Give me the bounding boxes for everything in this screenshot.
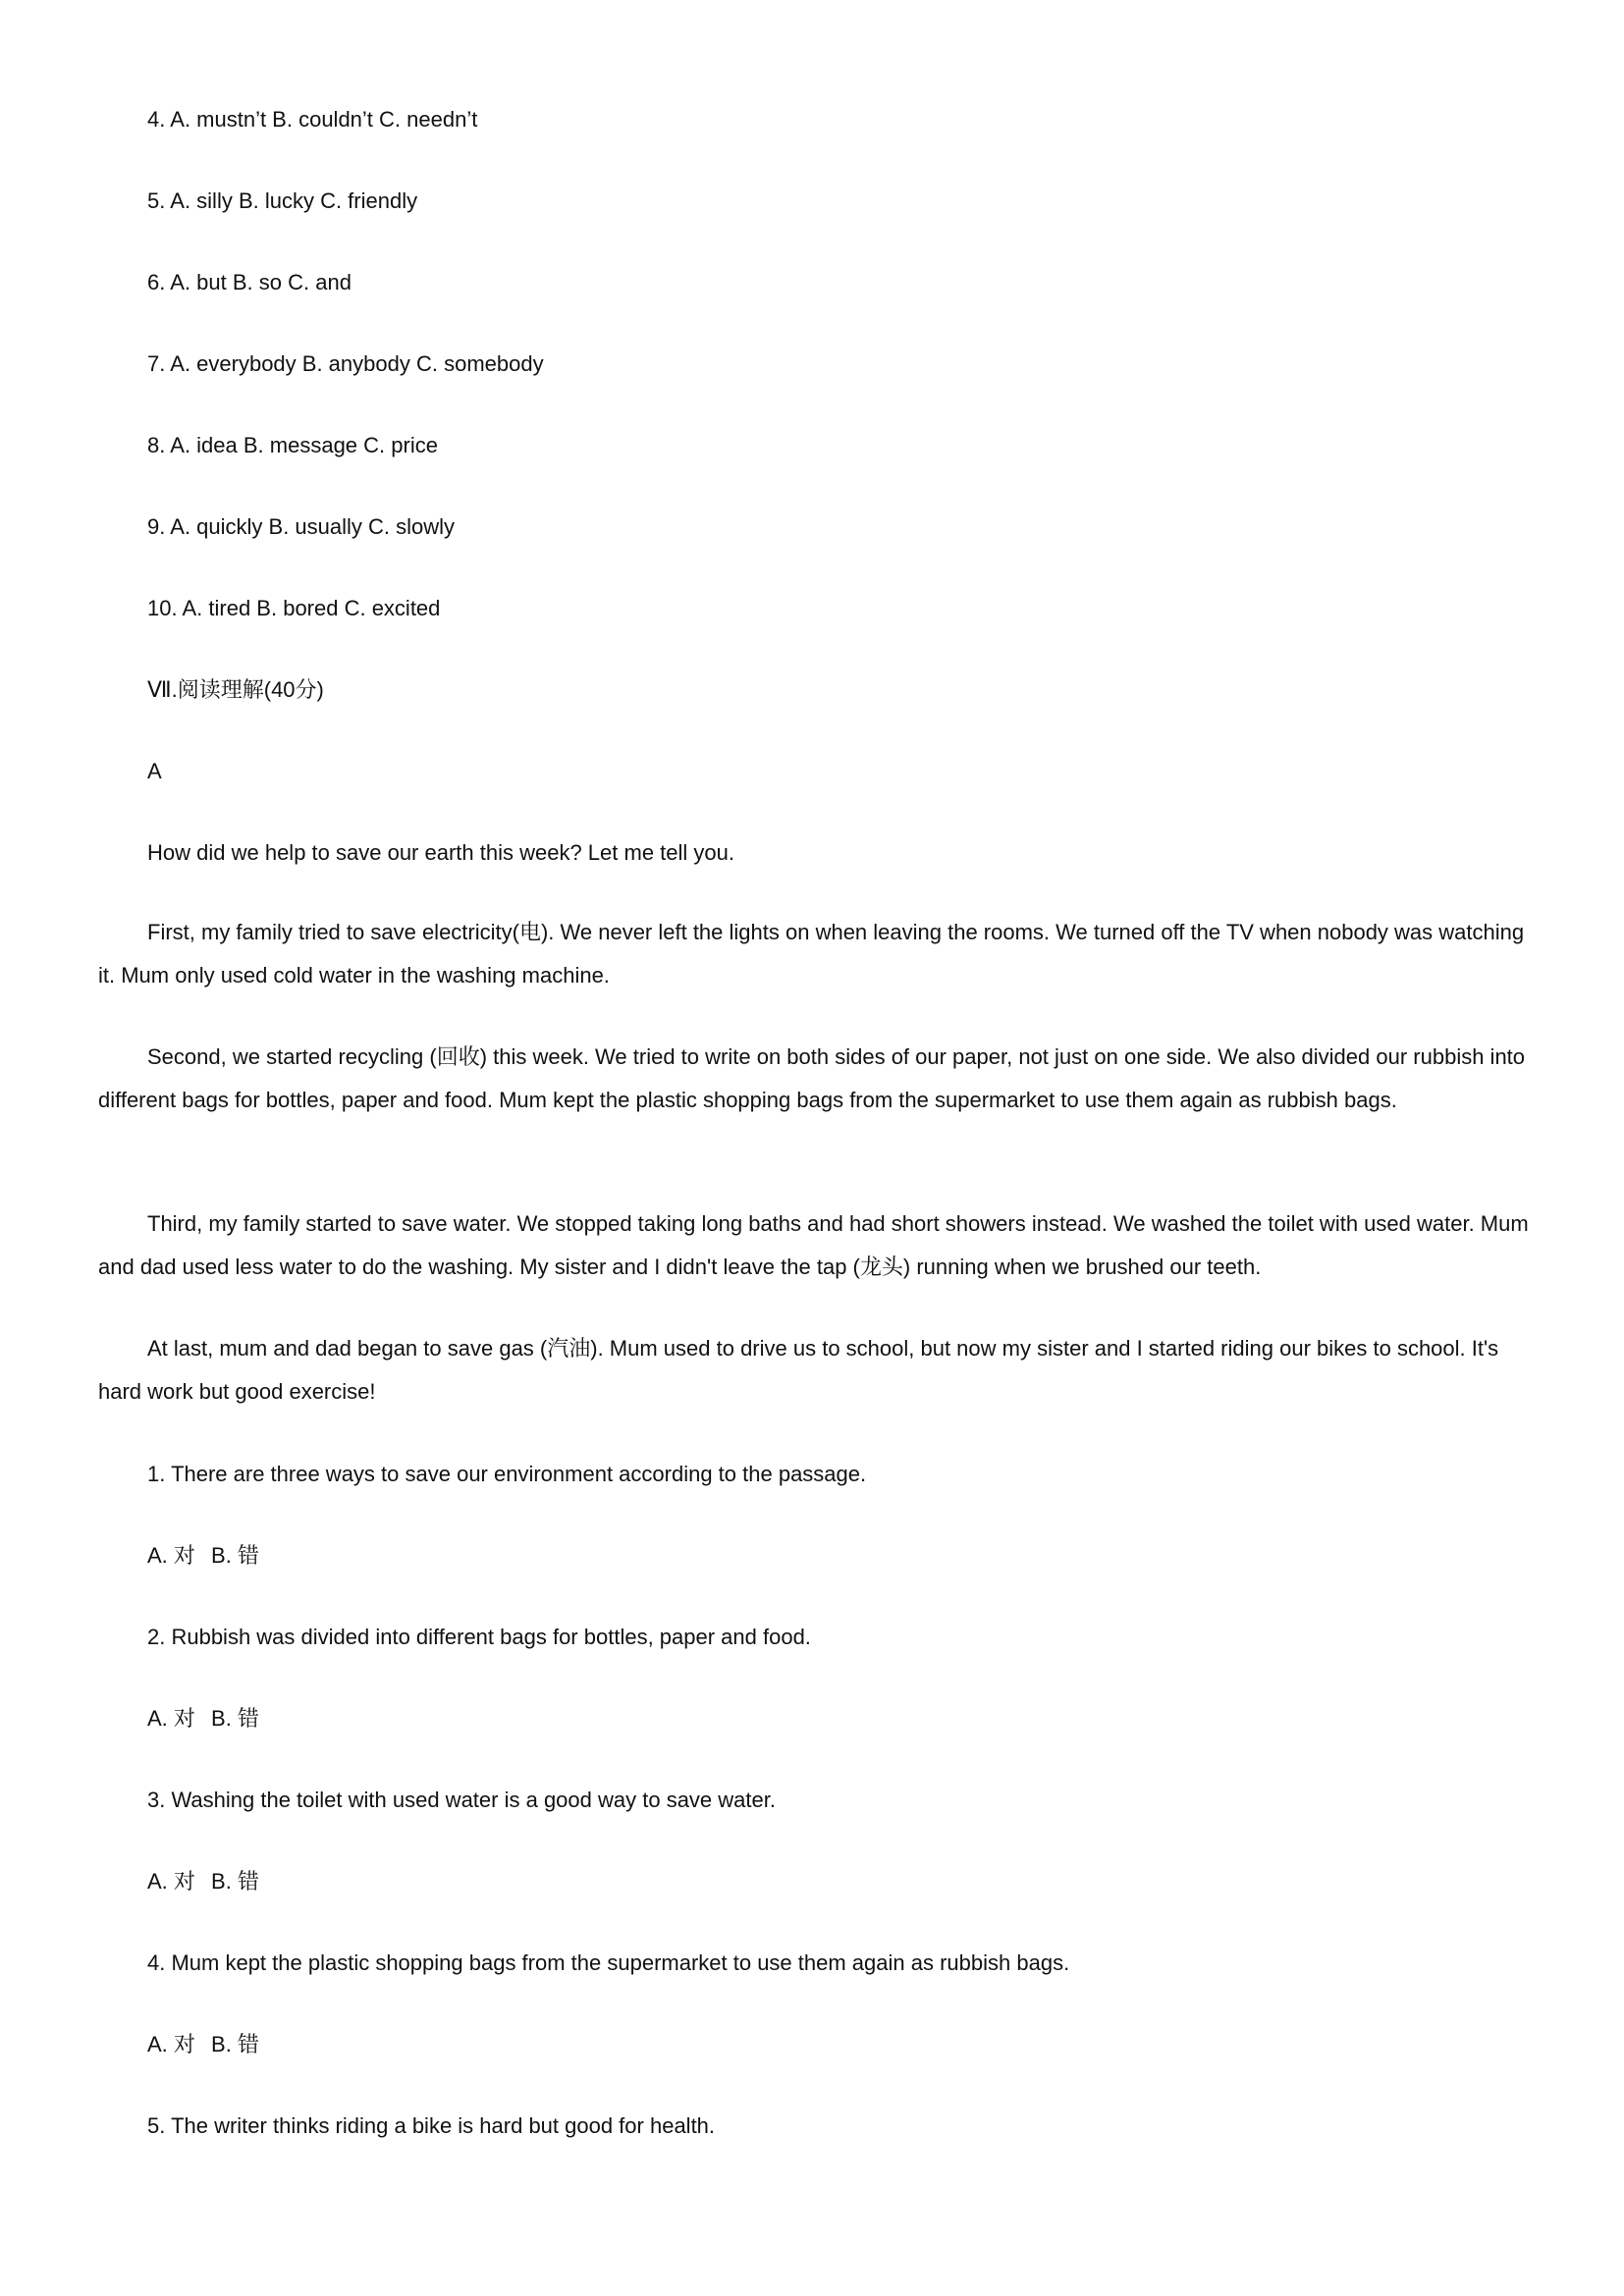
option-number: 5. (147, 188, 166, 213)
question-options (147, 2033, 259, 2056)
passage-paragraph: First, my family tried to save electricity(电). We never left the lights on when leaving the rooms. We turned off the TV when nobody was watching it. Mum only used cold water in the washing machine. (98, 920, 1525, 988)
cloze-option-line (147, 597, 440, 620)
part-label: A (147, 759, 162, 783)
option-a: A. 对 (147, 1543, 195, 1568)
cloze-option-line (147, 189, 417, 213)
option-number: 7. (147, 351, 166, 376)
option-number: 9. (147, 514, 166, 539)
passage-intro: How did we help to save our earth this week? Let me tell you. (147, 840, 734, 865)
passage-paragraph: At last, mum and dad began to save gas (汽油). Mum used to drive us to school, but now my sister and I started riding our bikes to school. It's hard work but good exercise! (98, 1336, 1499, 1404)
question-text: 5. The writer thinks riding a bike is hard but good for health. (147, 2113, 716, 2138)
passage-paragraph: Third, my family started to save water. We stopped taking long baths and had short showers instead. We washed the toilet with used water. Mum and dad used less water to do the washing. My sister and I didn't leave the tap (龙头) running when we brushed our teeth. (98, 1211, 1529, 1279)
option-choices: A. idea B. message C. price (170, 433, 438, 457)
option-b: B. 错 (211, 1543, 259, 1568)
option-a: A. 对 (147, 2032, 195, 2056)
option-b: B. 错 (211, 2032, 259, 2056)
question-text: 2. Rubbish was divided into different bags for bottles, paper and food. (147, 1625, 811, 1649)
option-choices: A. tired B. bored C. excited (182, 596, 441, 620)
cloze-option-line (147, 434, 438, 457)
question-text: 4. Mum kept the plastic shopping bags from the supermarket to use them again as rubbish bags. (147, 1950, 1070, 1975)
option-a: A. 对 (147, 1869, 195, 1894)
option-b: B. 错 (211, 1706, 259, 1731)
question-options (147, 1870, 259, 1894)
question-options (147, 1544, 259, 1568)
option-choices: A. silly B. lucky C. friendly (170, 188, 418, 213)
option-number: 4. (147, 107, 166, 132)
question-text: 1. There are three ways to save our environment according to the passage. (147, 1462, 867, 1486)
cloze-option-line (147, 271, 352, 294)
section-heading: Ⅶ.阅读理解(40分) (147, 677, 324, 702)
option-choices: A. mustn’t B. couldn’t C. needn’t (170, 107, 478, 132)
cloze-option-line (147, 515, 455, 539)
option-number: 8. (147, 433, 166, 457)
question-options (147, 1707, 259, 1731)
option-b: B. 错 (211, 1869, 259, 1894)
option-choices: A. everybody B. anybody C. somebody (170, 351, 544, 376)
option-number: 6. (147, 270, 166, 294)
cloze-option-line (147, 108, 477, 132)
cloze-option-line (147, 352, 544, 376)
option-number: 10. (147, 596, 178, 620)
option-a: A. 对 (147, 1706, 195, 1731)
question-text: 3. Washing the toilet with used water is a good way to save water. (147, 1788, 776, 1812)
option-choices: A. but B. so C. and (170, 270, 352, 294)
option-choices: A. quickly B. usually C. slowly (170, 514, 456, 539)
passage-paragraph: Second, we started recycling (回收) this week. We tried to write on both sides of our paper, not just on one side. We also divided our rubbish into different bags for bottles, paper and food. Mum kept the plastic shopping bags from the supermarket to use them again as rubbish bags. (98, 1044, 1526, 1112)
